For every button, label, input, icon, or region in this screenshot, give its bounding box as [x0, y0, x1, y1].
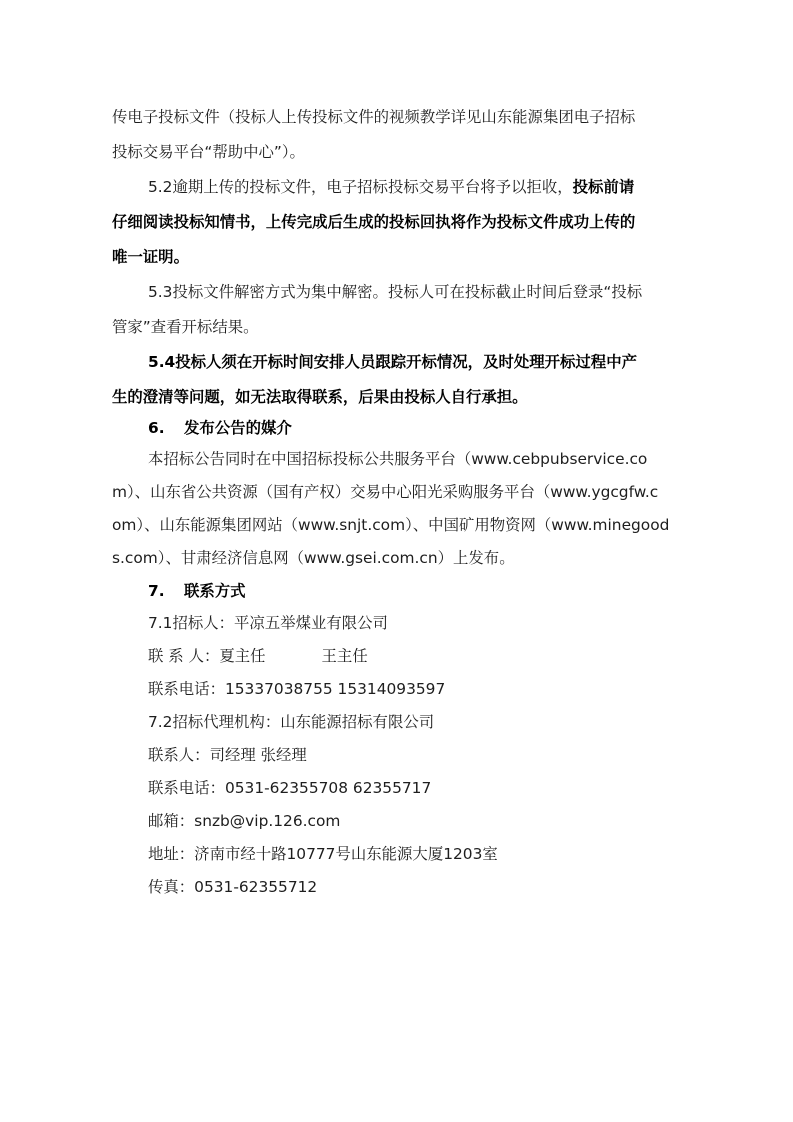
- section-6-number: 6.: [148, 419, 165, 437]
- paragraph-5-1-line-1: 传电子投标文件（投标人上传投标文件的视频教学详见山东能源集团电子招标: [112, 108, 636, 126]
- media-line-4: s.com）、甘肃经济信息网（www.gsei.com.cn）上发布。: [112, 549, 515, 567]
- paragraph-5-1-line-2: 投标交易平台“帮助中心”）。: [112, 143, 305, 161]
- contact-person-line: [148, 645, 368, 667]
- agency-phone-line: 联系电话：0531-62355708 62355717: [148, 779, 432, 797]
- section-6-title: 发布公告的媒介: [184, 419, 292, 437]
- section-7-heading: [148, 580, 246, 602]
- paragraph-5-4-line-1: 5.4投标人须在开标时间安排人员跟踪开标情况，及时处理开标过程中产: [148, 353, 637, 371]
- media-line-2: m）、山东省公共资源（国有产权）交易中心阳光采购服务平台（www.ygcgfw.c: [112, 483, 659, 501]
- paragraph-5-2-line-2: 仔细阅读投标知情书，上传完成后生成的投标回执将作为投标文件成功上传的: [112, 213, 636, 231]
- paragraph-5-2-line-1: [148, 176, 634, 198]
- paragraph-5-3-line-2: 管家”查看开标结果。: [112, 318, 259, 336]
- agency-contact-line: 联系人：司经理 张经理: [148, 746, 307, 764]
- paragraph-5-4-line-2: 生的澄清等问题，如无法取得联系，后果由投标人自行承担。: [112, 388, 528, 406]
- agency-line: 7.2招标代理机构：山东能源招标有限公司: [148, 713, 435, 731]
- paragraph-5-3-line-1: 5.3投标文件解密方式为集中解密。投标人可在投标截止时间后登录“投标: [148, 283, 643, 301]
- section-7-title: 联系方式: [184, 582, 246, 600]
- paragraph-5-2-bold-text: 投标前请: [572, 178, 635, 196]
- paragraph-5-2-normal-text: 5.2逾期上传的投标文件，电子招标投标交易平台将予以拒收，: [148, 178, 573, 196]
- tenderer-line: 7.1招标人：平凉五举煤业有限公司: [148, 614, 388, 632]
- media-line-1: 本招标公告同时在中国招标投标公共服务平台（www.cebpubservice.co: [148, 450, 648, 468]
- section-7-number: 7.: [148, 582, 165, 600]
- tenderer-phone-line: 联系电话：15337038755 15314093597: [148, 680, 446, 698]
- paragraph-5-2-line-3: 唯一证明。: [112, 248, 189, 266]
- email-line: 邮箱：snzb@vip.126.com: [148, 812, 341, 830]
- contact-person-2: 王主任: [321, 647, 368, 665]
- contact-person-1: 联 系 人：夏主任: [148, 647, 266, 665]
- media-line-3: om）、山东能源集团网站（www.snjt.com）、中国矿用物资网（www.minegood: [112, 516, 670, 534]
- fax-line: 传真：0531-62355712: [148, 878, 318, 896]
- address-line: 地址：济南市经十路10777号山东能源大厦1203室: [148, 845, 498, 863]
- section-6-heading: [148, 417, 292, 439]
